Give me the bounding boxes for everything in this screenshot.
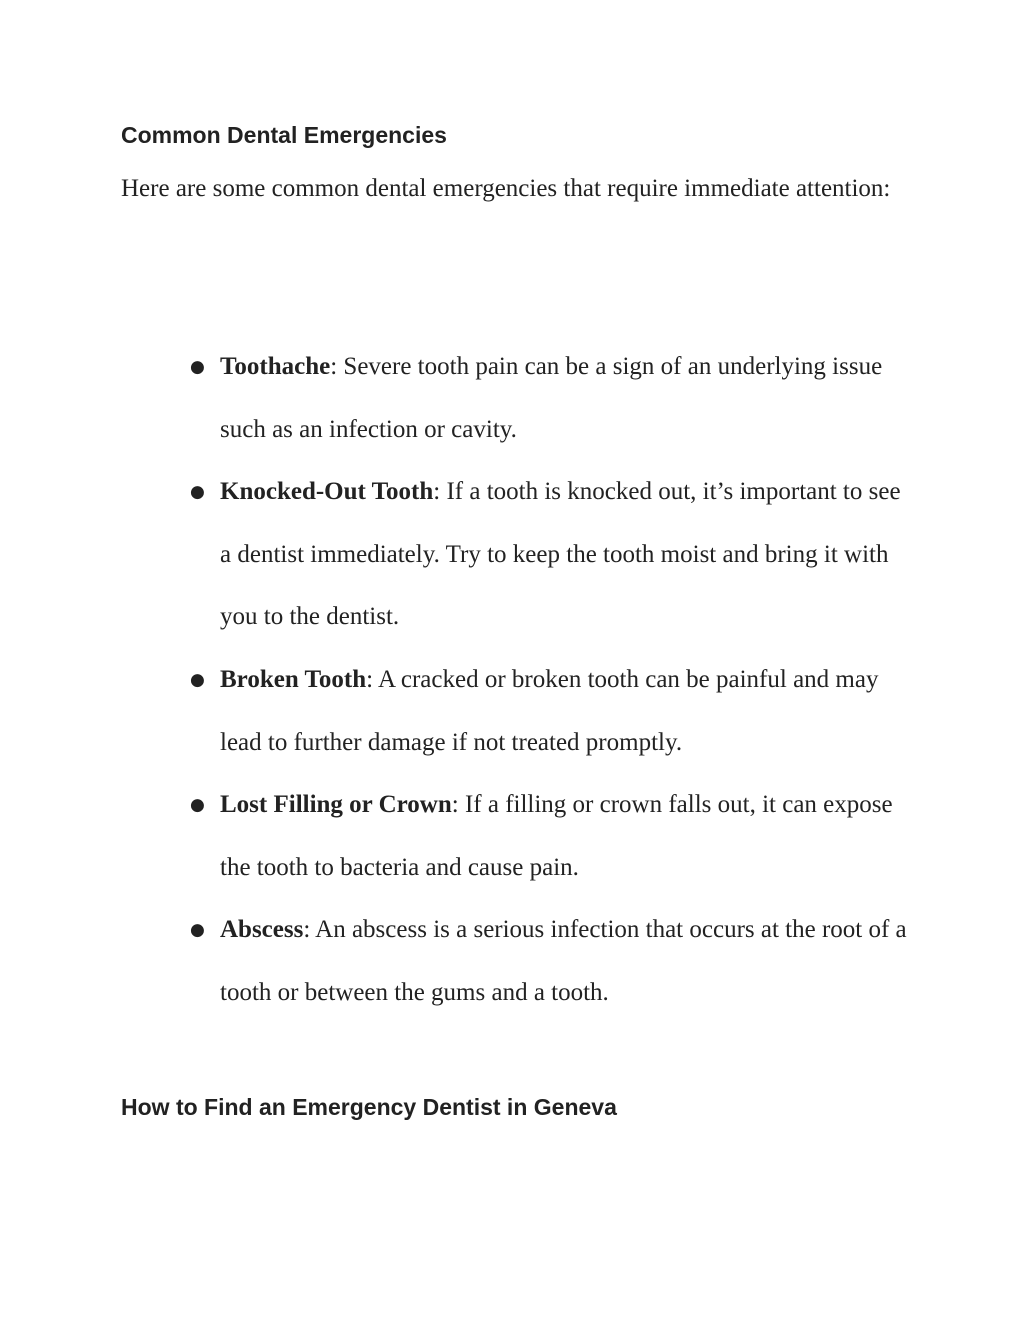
list-item-text: : An abscess is a serious infection that occurs at the root of a tooth or between the gums and a tooth.	[220, 916, 907, 1006]
list-item-term: Toothache	[220, 353, 331, 380]
section-heading-find-emergency-dentist: How to Find an Emergency Dentist in Geneva	[121, 1094, 617, 1120]
section-heading-common-emergencies: Common Dental Emergencies	[121, 122, 447, 148]
list-item-term: Lost Filling or Crown	[220, 791, 452, 819]
list-item-knocked-out-tooth	[190, 461, 910, 649]
bullet-icon: ●	[190, 357, 205, 377]
list-item-lost-filling-or-crown	[190, 774, 910, 899]
list-item-term: Knocked-Out Tooth	[220, 478, 434, 506]
list-item-text: : Severe tooth pain can be a sign of an underlying issue such as an infection or cavity.	[220, 353, 883, 443]
list-item-abscess	[190, 899, 910, 1024]
emergency-list	[190, 336, 910, 1025]
bullet-icon: ●	[190, 669, 205, 690]
bullet-icon: ●	[190, 795, 205, 816]
bullet-icon: ●	[190, 482, 205, 503]
intro-paragraph: Here are some common dental emergencies that require immediate attention:	[121, 175, 891, 202]
list-item-toothache	[190, 336, 910, 461]
bullet-icon: ●	[190, 920, 205, 941]
list-item-text: : If a filling or crown falls out, it can expose the tooth to bacteria and cause pain.	[220, 791, 893, 881]
list-item-text: : A cracked or broken tooth can be painful and may lead to further damage if not treated promptly.	[220, 665, 879, 756]
list-item-broken-tooth	[190, 649, 910, 774]
list-item-term: Broken Tooth	[220, 665, 367, 693]
list-item-text: : If a tooth is knocked out, it’s important to see a dentist immediately. Try to keep the tooth moist and bring it with you to the dentist.	[220, 478, 901, 631]
list-item-term: Abscess	[220, 916, 304, 944]
